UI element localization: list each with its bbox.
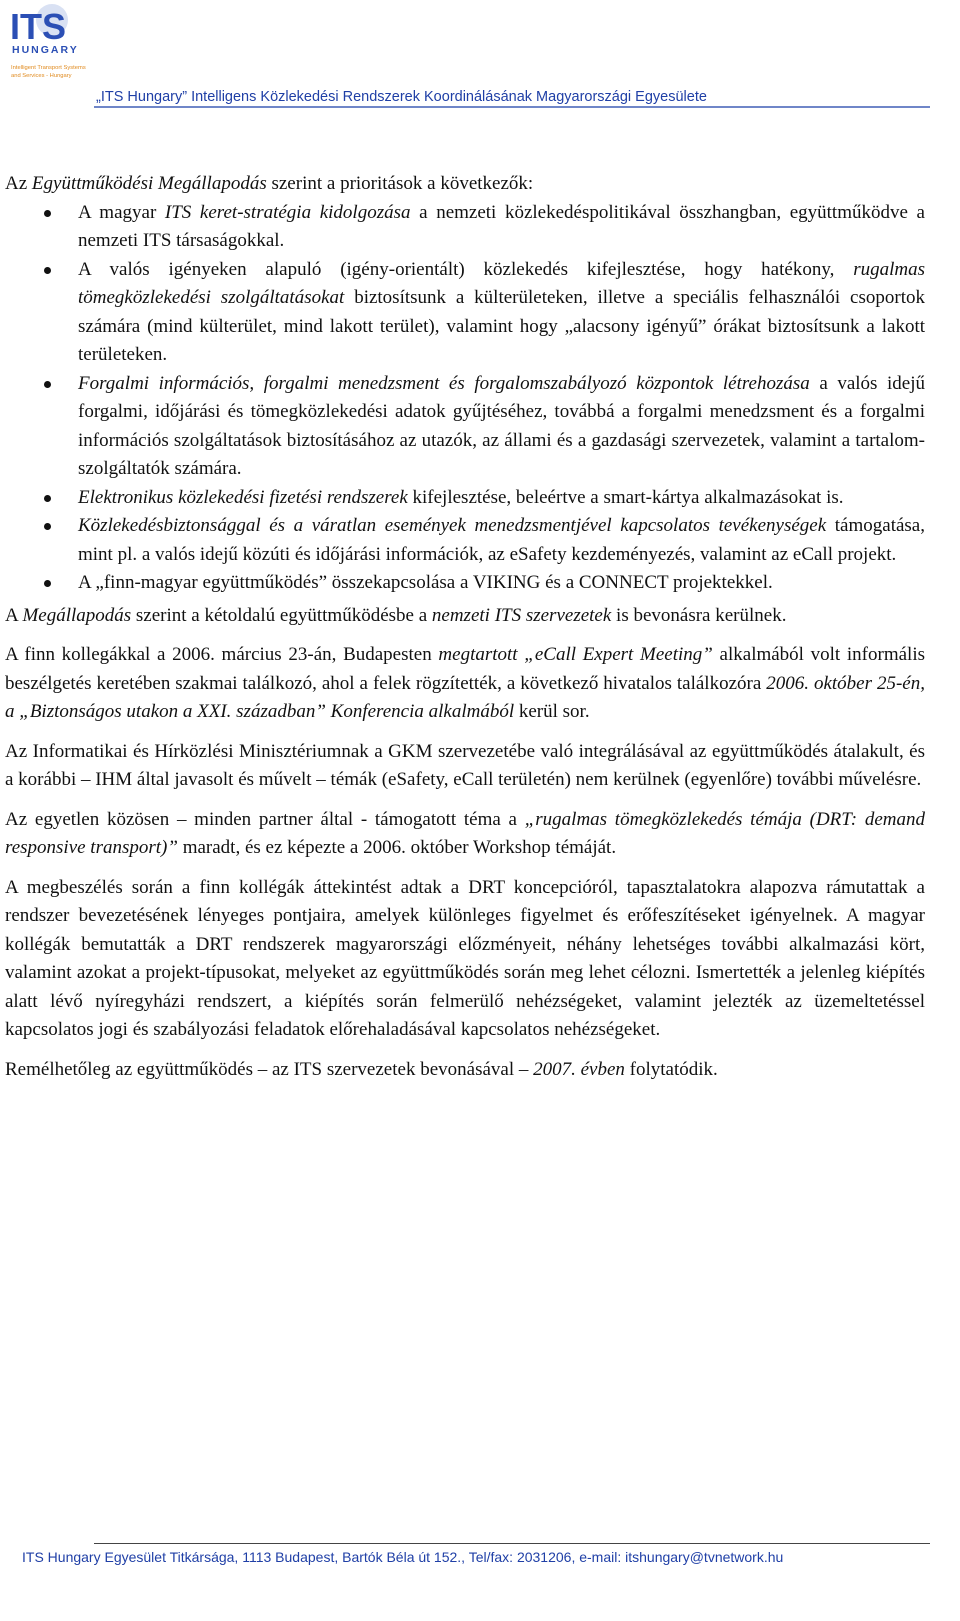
- logo-sub-text: HUNGARY: [12, 44, 79, 56]
- bullet-icon: [44, 210, 51, 217]
- bullet-icon: [44, 381, 51, 388]
- footer-divider: [94, 1543, 930, 1544]
- paragraph-ministry: Az Informatikai és Hírközlési Minisztériumnak a GKM szervezetébe való integrálásával az együttműködés átalakult, és a korábbi – IHM által javasolt és művelt – témák (eSafety, eCall területén) nem kerülnek (egyenlőre) további művelésre.: [5, 740, 925, 790]
- bullet-icon: [44, 523, 51, 530]
- list-item: Elektronikus közlekedési fizetési rendszerek kifejlesztése, beleértve a smart-kártya alkalmazásokat is.: [5, 484, 925, 513]
- paragraph-outlook: Remélhetőleg az együttműködés – az ITS szervezetek bevonásával – 2007. évben folytatódik.: [5, 1058, 718, 1080]
- list-item: A „finn-magyar együttműködés” összekapcsolása a VIKING és a CONNECT projektekkel.: [5, 569, 925, 598]
- bullet-icon: [44, 495, 51, 502]
- document-body: [5, 170, 925, 1084]
- logo-main-text: ITS: [10, 6, 67, 47]
- paragraph-agreement: A Megállapodás szerint a kétoldalú együttműködésbe a nemzeti ITS szervezetek is bevonásra kerülnek.: [5, 604, 787, 626]
- paragraph-meeting: A finn kollegákkal a 2006. március 23-án, Budapesten megtartott „eCall Expert Meeting” alkalmából volt informális beszélgetés keretében szakmai találkozó, ahol a felek rögzítették, a következő hivatalos találkozóra 2006. október 25-én, a „Biztonságos utakon a XXI. században” Konferencia alkalmából kerül sor.: [5, 644, 925, 722]
- list-item: Közlekedésbiztonsággal és a váratlan események menedzsmentjével kapcsolatos tevékenységek támogatása, mint pl. a valós idejű közúti és időjárási információk, az eSafety kezdeményezés, valamint az eCall projekt.: [5, 512, 925, 569]
- intro-paragraph: Az Együttműködési Megállapodás szerint a prioritások a következők:: [5, 173, 534, 194]
- logo-tagline-1: Intelligent Transport Systems: [11, 65, 86, 71]
- list-item: A valós igényeken alapuló (igény-orientált) közlekedés kifejlesztése, hogy hatékony, rugalmas tömegközlekedési szolgáltatásokat biztosítsunk a külterületeken, illetve a speciális felhasználói csoportok számára (mind külterület, mind lakott terület), valamint hogy „alacsony igényű” órákat biztosítsunk a lakott területeken.: [5, 256, 925, 370]
- its-hungary-logo: [4, 2, 96, 92]
- footer-address: ITS Hungary Egyesület Titkársága, 1113 Budapest, Bartók Béla út 152., Tel/fax: 2031206, e-mail: itshungary@tvnetwork.hu: [22, 1549, 784, 1565]
- priority-list: [5, 199, 925, 598]
- bullet-icon: [44, 267, 51, 274]
- paragraph-discussion: A megbeszélés során a finn kollégák áttekintést adtak a DRT koncepcióról, tapasztalatokra alapozva rámutattak a rendszer bevezetésének lényeges pontjaira, amelyek különleges figyelmet és erőfeszítéseket igényelnek. A magyar kollégák bemutatták a DRT rendszerek magyarországi előzményeit, néhány lehetséges további alkalmazási kört, valamint azokat a projekt-típusokat, melyeket az együttműködés során meg lehet célozni. Ismertették a jelenleg kiépítés alatt lévő nyíregyházi rendszert, a kiépítés során felmerülő nehézségeket, valamint jelezték az üzemeltetéssel kapcsolatos jogi és szabályozási feladatok előrehaladásával kapcsolatos nehézségeket.: [5, 876, 925, 1040]
- header-divider: [94, 106, 930, 108]
- paragraph-drt-topic: Az egyetlen közösen – minden partner által - támogatott téma a „rugalmas tömegközlekedés témája (DRT: demand responsive transport)” maradt, és ez képezte a 2006. október Workshop témáját.: [5, 808, 925, 858]
- logo-tagline-2: and Services - Hungary: [11, 73, 72, 79]
- list-item: Forgalmi információs, forgalmi menedzsment és forgalomszabályozó központok létrehozása a valós idejű forgalmi, időjárási és tömegközlekedési adatok gyűjtéséhez, továbbá a forgalmi menedzsment és a forgalmi információs szolgáltatások biztosításához az utazók, az állami és a gazdasági szervezetek, valamint a tartalom-szolgáltatók számára.: [5, 370, 925, 484]
- header-title: „ITS Hungary” Intelligens Közlekedési Rendszerek Koordinálásának Magyarországi Egyesülete: [96, 89, 707, 105]
- bullet-icon: [44, 580, 51, 587]
- list-item: A magyar ITS keret-stratégia kidolgozása a nemzeti közlekedéspolitikával összhangban, együttműködve a nemzeti ITS társaságokkal.: [5, 199, 925, 256]
